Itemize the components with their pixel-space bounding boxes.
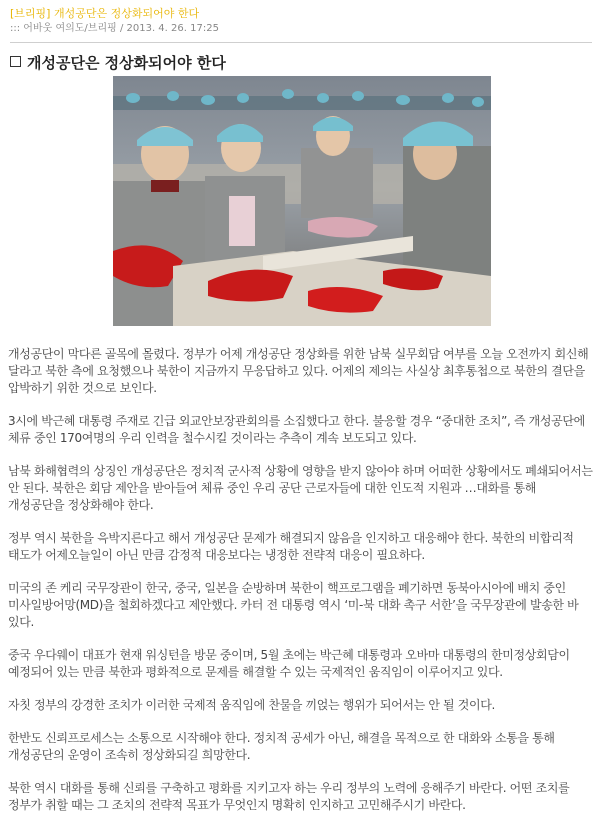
article-body bbox=[8, 346, 594, 830]
article-paragraph: 자칫 정부의 강경한 조치가 이러한 국제적 움직임에 찬물을 끼얹는 행위가 되어서는 안 될 것이다. bbox=[8, 698, 495, 712]
article-paragraph: 남북 화해협력의 상징인 개성공단은 정치적 군사적 상황에 영향을 받지 않아야 하며 어떠한 상황에서도 폐쇄되어서는 안 된다. 북한은 회담 제안을 받아들여 체류 중인 우리 공단 근로자들에 대한 인도적 지원과 …대화를 통해 개성공단을 정상화해야 한다. bbox=[8, 464, 593, 512]
post-title-link[interactable]: [브리핑] 개성공단은 정상화되어야 한다 bbox=[10, 7, 200, 20]
post-header bbox=[10, 6, 592, 36]
article-heading-text: 개성공단은 정상화되어야 한다 bbox=[27, 54, 226, 72]
post-meta: ::: 어바웃 여의도/브리핑 / 2013. 4. 26. 17:25 bbox=[10, 23, 219, 34]
factory-workers-image bbox=[113, 76, 491, 326]
article-paragraph: 중국 우다웨이 대표가 현재 워싱턴을 방문 중이며, 5월 초에는 박근혜 대통령과 오바마 대통령의 한미정상회담이 예정되어 있는 만큼 북한과 평화적으로 문제를 해결할 수 있는 국제적인 움직임이 이루어지고 있다. bbox=[8, 648, 570, 679]
header-divider bbox=[10, 42, 592, 43]
article-heading bbox=[10, 54, 226, 72]
article-paragraph: 개성공단이 막다른 골목에 몰렸다. 정부가 어제 개성공단 정상화를 위한 남북 실무회담 여부를 오늘 오전까지 회신해 달라고 북한 측에 요청했으나 북한이 지금까지 무응답하고 있다. 어제의 제의는 사실상 최후통첩으로 북한의 결단을 압박하기 위한 것으로 보인다. bbox=[8, 347, 589, 395]
article-paragraph: 3시에 박근혜 대통령 주재로 긴급 외교안보장관회의를 소집했다고 한다. 불응할 경우 “중대한 조치”, 즉 개성공단에 체류 중인 170여명의 우리 인력을 철수시킬 것이라는 추측이 계속 보도되고 있다. bbox=[8, 414, 585, 445]
article-paragraph: 정부 역시 북한을 윽박지른다고 해서 개성공단 문제가 해결되지 않음을 인지하고 대응해야 한다. 북한의 비합리적 태도가 어제오늘일이 아닌 만큼 감정적 대응보다는 냉정한 전략적 대응이 필요하다. bbox=[8, 531, 574, 562]
checkbox-bullet-icon bbox=[10, 56, 21, 67]
article-photo bbox=[113, 76, 491, 326]
article-paragraph: 미국의 존 케리 국무장관이 한국, 중국, 일본을 순방하며 북한이 핵프로그램을 폐기하면 동북아시아에 배치 중인 미사일방어망(MD)을 철회하겠다고 제안했다. 카터 전 대통령 역시 ‘미-북 대화 촉구 서한’을 국무장관에 발송한 바 있다. bbox=[8, 581, 579, 629]
article-paragraph: 북한 역시 대화를 통해 신뢰를 구축하고 평화를 지키고자 하는 우리 정부의 노력에 응해주기 바란다. 어떤 조치를 정부가 취할 때는 그 조치의 전략적 목표가 무엇인지 명확히 인지하고 고민해주시기 바란다. bbox=[8, 781, 570, 812]
article-paragraph: 한반도 신뢰프로세스는 소통으로 시작해야 한다. 정치적 공세가 아닌, 해결을 목적으로 한 대화와 소통을 통해 개성공단의 운영이 조속히 정상화되길 희망한다. bbox=[8, 731, 555, 762]
